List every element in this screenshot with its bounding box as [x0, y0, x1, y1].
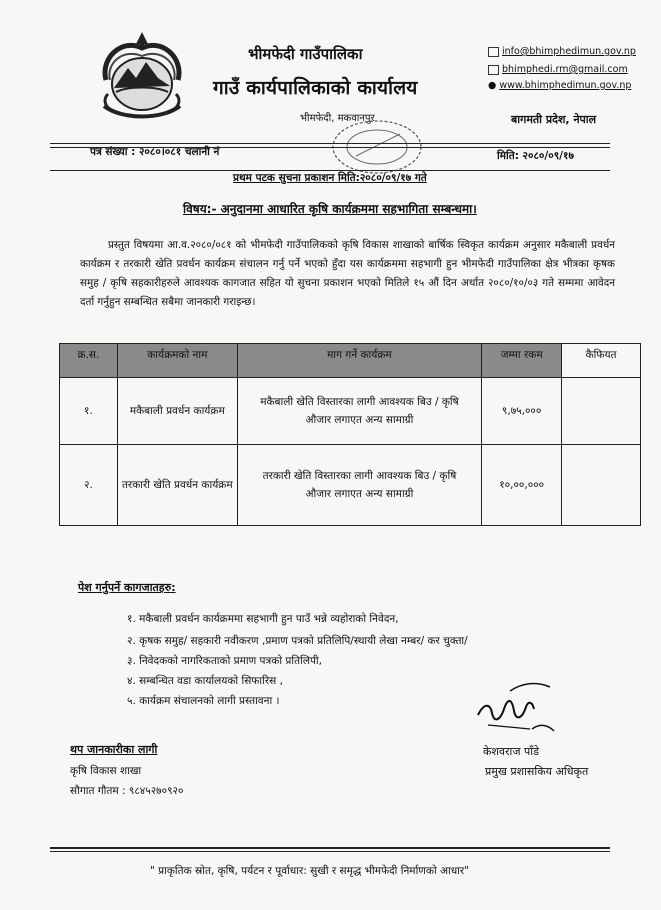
table-cell	[562, 378, 641, 445]
letter-date: मिति: २०८०/०९/१७	[497, 150, 574, 162]
table-cell: मकैबाली प्रवर्धन कार्यक्रम	[117, 378, 237, 445]
col-header: कैफियत	[562, 344, 641, 378]
table-cell: मकैबाली खेति विस्तारका लागी आवश्यक बिउ / कृषि औजार लगाएत अन्य सामाग्री	[237, 378, 482, 445]
col-header: कार्यक्रमको नाम	[117, 344, 237, 378]
province-label: बागमती प्रदेश, नेपाल	[511, 113, 597, 126]
table-cell: १.	[60, 378, 118, 445]
document-item: ४. सम्बन्धित वडा कार्यालयको सिफारिस ,	[127, 675, 283, 687]
office-name: गाउँ कार्यपालिकाको कार्यालय	[213, 77, 418, 99]
document-item: ५. कार्यक्रम संचालनको लागी प्रस्तावना ।	[127, 695, 280, 707]
footer-divider	[50, 851, 610, 852]
reference-number: पत्र संख्या : २०८०।०८१ चलानी नं	[90, 146, 220, 158]
document-item: २. कृषक समुह/ सहकारी नवीकरण ,प्रमाण पत्रको प्रतिलिपि/स्थायी लेखा नम्बर/ कर चुक्ता/	[127, 635, 468, 647]
office-location: भीमफेदी, मकवानपुर	[300, 113, 375, 124]
email-icon	[488, 47, 499, 57]
table-cell: १०,००,०००	[482, 445, 562, 526]
notice-publish-line: प्रथम पटक सुचना प्रकाशन मिति:२०८०/०९/१७ गते	[233, 172, 427, 184]
body-paragraph: प्रस्तुत विषयमा आ.व.२०८०/०८१ को भीमफेदी गाउँपालिकको कृषि विकास शाखाको बार्षिक स्विकृत कार्यक्रम अनुसार मकैबाली प्रवर्धन कार्यक्रम र तरकारी खेति प्रवर्धन कार्यक्रम संचालन गर्नु पर्ने भएको हुँदा यस कार्यक्रममा सहभागी हुन भीमफेदी गाउँपालिका क्षेत्र भीत्रका कृषक समुह / कृषि सहकारीहरुले आवश्यक कागजात सहित यो सुचना प्रकाशन भएको मितिले १५ औं दिन अर्थात २०८०/१०/०३ गते सम्ममा आवेदन दर्ता गर्नुहुन सम्बन्धित सबैमा जानकारी गराइन्छ।	[80, 239, 615, 308]
col-header: जम्मा रकम	[482, 344, 562, 378]
table-cell: तरकारी खेति विस्तारका लागी आवश्यक बिउ / कृषि औजार लगाएत अन्य सामाग्री	[237, 445, 482, 526]
contact-email[interactable]: info@bhimphedimun.gov.np	[488, 46, 636, 57]
col-header: क्र.स.	[60, 344, 118, 378]
table-header-row	[60, 344, 641, 378]
signatory-name: केशवराज पाँडे	[483, 745, 540, 758]
table-cell: तरकारी खेति प्रवर्धन कार्यक्रम	[117, 445, 237, 526]
document-item: ३. निवेदकको नागरिकताको प्रमाण पत्रको प्रतिलिपी,	[127, 655, 322, 667]
contact-person: सौगात गौतम : ९८४५२७०९२०	[70, 785, 184, 797]
contact-email-alt[interactable]: bhimphedi.rm@gmail.com	[488, 64, 628, 75]
contact-section: कृषि विकास शाखा	[70, 765, 142, 777]
email-icon	[488, 65, 499, 75]
documents-heading: पेश गर्नुपर्ने कागजातहरु:	[78, 581, 176, 594]
footer-divider	[50, 847, 610, 849]
table-row	[60, 445, 641, 526]
more-info-heading: थप जानकारीका लागी	[70, 743, 158, 756]
document-item: १. मकैबाली प्रवर्धन कार्यक्रममा सहभागी हुन पाउँ भन्ने व्यहोराको निवेदन,	[127, 613, 399, 625]
table-row	[60, 378, 641, 445]
program-table	[59, 343, 641, 526]
signature-icon	[470, 673, 570, 748]
contact-website[interactable]: ● www.bhimphedimun.gov.np	[488, 80, 632, 91]
divider	[50, 143, 610, 144]
table-cell	[562, 445, 641, 526]
table-cell: ९,७५,०००	[482, 378, 562, 445]
subject-line: विषय:- अनुदानमा आधारित कृषि कार्यक्रममा सहभागिता सम्बन्धमा।	[183, 202, 477, 216]
signatory-designation: प्रमुख प्रशासकिय अधिकृत	[485, 765, 589, 778]
table-cell: २.	[60, 445, 118, 526]
col-header: माग गर्ने कार्यक्रम	[237, 344, 482, 378]
footer-motto: " प्राकृतिक स्रोत, कृषि, पर्यटन र पूर्वाधार: सुखी र समृद्ध भीमफेदी निर्माणको आधार"	[150, 865, 470, 877]
globe-icon: ●	[488, 80, 500, 91]
nepal-emblem-icon	[92, 28, 192, 128]
municipality-name: भीमफेदी गाउँपालिका	[248, 45, 363, 63]
